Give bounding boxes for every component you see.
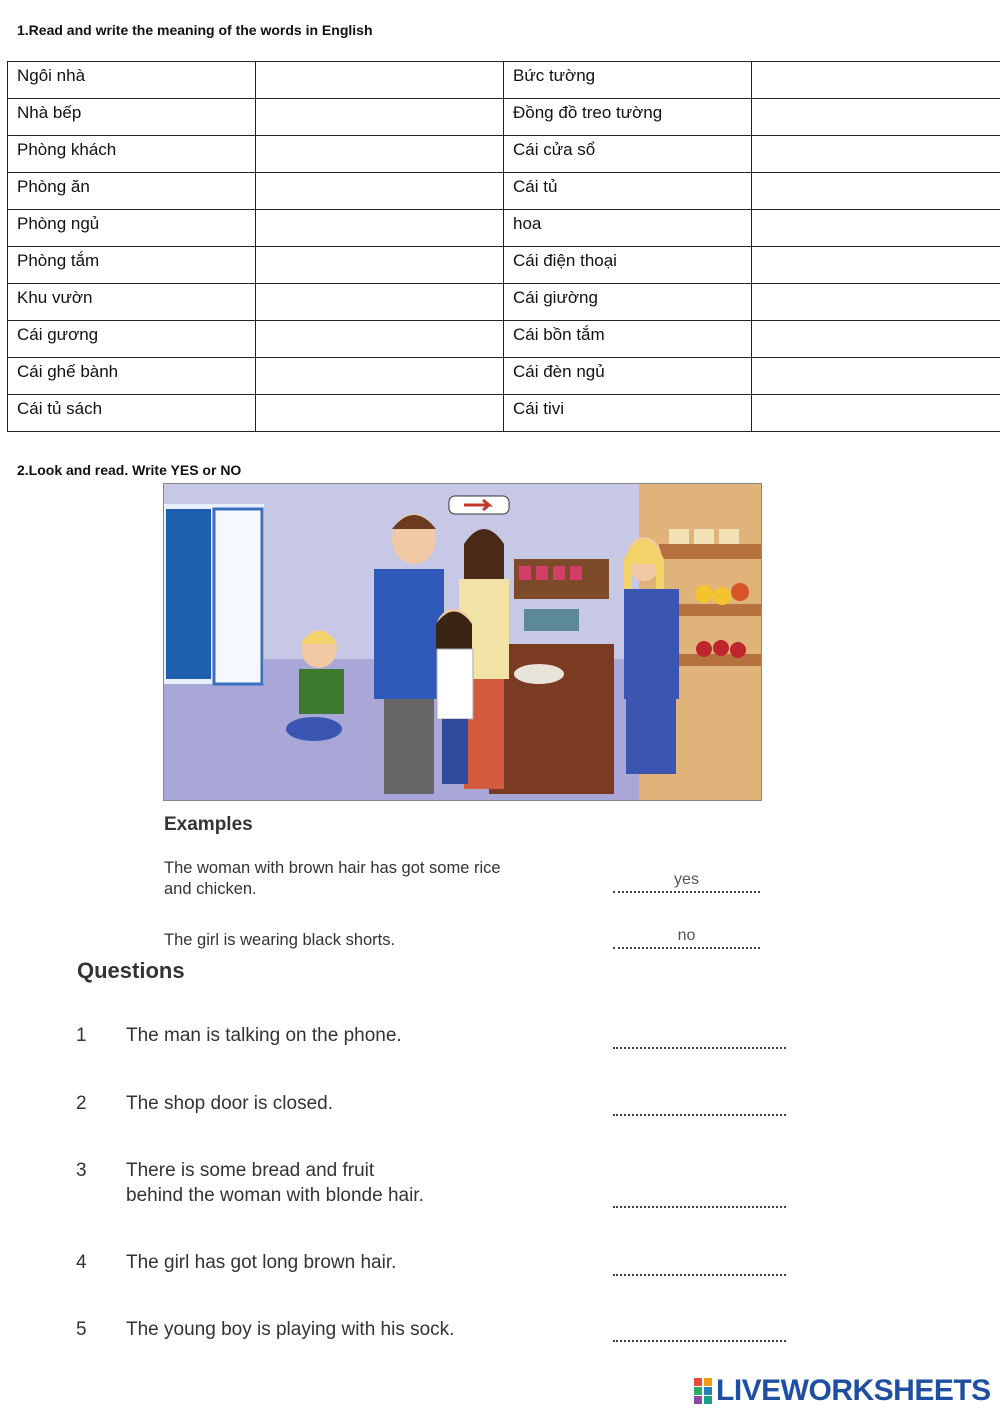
question-3-number: 3 bbox=[76, 1160, 87, 1181]
vocab-row bbox=[8, 395, 1000, 432]
vocab-word-left: Phòng tắm bbox=[8, 247, 256, 284]
vocab-answer-right[interactable] bbox=[752, 321, 1000, 358]
vocab-word-right: Đồng đồ treo tường bbox=[504, 99, 752, 136]
vocab-word-right: Cái cửa sổ bbox=[504, 136, 752, 173]
vocab-word-left: Phòng khách bbox=[8, 136, 256, 173]
vocab-answer-left[interactable] bbox=[256, 173, 504, 210]
vocab-answer-right[interactable] bbox=[752, 173, 1000, 210]
example-1-line1: The woman with brown hair has got some rice bbox=[164, 859, 501, 877]
vocab-word-right: Cái giường bbox=[504, 284, 752, 321]
question-4-text: The girl has got long brown hair. bbox=[126, 1252, 397, 1273]
vocab-row bbox=[8, 321, 1000, 358]
vocab-answer-right[interactable] bbox=[752, 99, 1000, 136]
vocab-row bbox=[8, 247, 1000, 284]
vocab-answer-left[interactable] bbox=[256, 99, 504, 136]
examples-title: Examples bbox=[164, 814, 253, 835]
vocab-answer-right[interactable] bbox=[752, 284, 1000, 321]
liveworksheets-logo-icon bbox=[694, 1378, 712, 1404]
vocab-word-right: Cái điện thoại bbox=[504, 247, 752, 284]
vocab-word-left: Phòng ngủ bbox=[8, 210, 256, 247]
section1-heading: 1.Read and write the meaning of the words in English bbox=[17, 22, 373, 38]
question-3-answer-field[interactable] bbox=[613, 1186, 786, 1208]
shop-scene-illustration bbox=[163, 483, 762, 801]
question-4-number: 4 bbox=[76, 1252, 87, 1273]
vocab-answer-left[interactable] bbox=[256, 136, 504, 173]
vocab-word-left: Ngôi nhà bbox=[8, 62, 256, 99]
vocab-word-right: Cái tủ bbox=[504, 173, 752, 210]
question-4-answer-field[interactable] bbox=[613, 1254, 786, 1276]
vocab-answer-left[interactable] bbox=[256, 358, 504, 395]
question-2-number: 2 bbox=[76, 1093, 87, 1114]
vocab-answer-left[interactable] bbox=[256, 395, 504, 432]
vocab-row bbox=[8, 358, 1000, 395]
example-1-text bbox=[164, 858, 501, 900]
question-1-answer-field[interactable] bbox=[613, 1027, 786, 1049]
question-5-number: 5 bbox=[76, 1319, 87, 1340]
vocab-answer-left[interactable] bbox=[256, 284, 504, 321]
question-3-line1: There is some bread and fruit bbox=[126, 1160, 375, 1181]
vocab-answer-right[interactable] bbox=[752, 247, 1000, 284]
vocab-word-right: hoa bbox=[504, 210, 752, 247]
example-1-answer: yes bbox=[613, 871, 760, 893]
section2-heading: 2.Look and read. Write YES or NO bbox=[17, 462, 242, 478]
example-1-line2: and chicken. bbox=[164, 880, 257, 898]
vocab-row bbox=[8, 99, 1000, 136]
vocab-word-left: Cái gương bbox=[8, 321, 256, 358]
vocab-word-left: Cái tủ sách bbox=[8, 395, 256, 432]
vocab-word-left: Cái ghế bành bbox=[8, 358, 256, 395]
vocab-answer-right[interactable] bbox=[752, 395, 1000, 432]
question-1-text: The man is talking on the phone. bbox=[126, 1025, 402, 1046]
vocab-word-right: Bức tường bbox=[504, 62, 752, 99]
vocab-row bbox=[8, 210, 1000, 247]
vocab-answer-left[interactable] bbox=[256, 210, 504, 247]
vocab-word-left: Khu vườn bbox=[8, 284, 256, 321]
vocab-row bbox=[8, 173, 1000, 210]
vocab-row bbox=[8, 284, 1000, 321]
vocab-word-right: Cái đèn ngủ bbox=[504, 358, 752, 395]
vocab-answer-right[interactable] bbox=[752, 210, 1000, 247]
vocab-row bbox=[8, 136, 1000, 173]
vocab-word-left: Phòng ăn bbox=[8, 173, 256, 210]
question-3-line2: behind the woman with blonde hair. bbox=[126, 1185, 424, 1206]
liveworksheets-logo bbox=[694, 1374, 991, 1408]
vocab-answer-left[interactable] bbox=[256, 62, 504, 99]
vocab-word-right: Cái bồn tắm bbox=[504, 321, 752, 358]
question-5-text: The young boy is playing with his sock. bbox=[126, 1319, 455, 1340]
question-3-text bbox=[126, 1158, 424, 1208]
liveworksheets-brand-text: LIVEWORKSHEETS bbox=[716, 1374, 991, 1407]
question-1-number: 1 bbox=[76, 1025, 87, 1046]
vocabulary-table bbox=[7, 61, 1000, 432]
example-2-text: The girl is wearing black shorts. bbox=[164, 931, 396, 949]
vocab-answer-left[interactable] bbox=[256, 321, 504, 358]
questions-title: Questions bbox=[77, 958, 185, 983]
vocab-word-left: Nhà bếp bbox=[8, 99, 256, 136]
example-2-answer: no bbox=[613, 927, 760, 949]
question-2-text: The shop door is closed. bbox=[126, 1093, 334, 1114]
vocab-word-right: Cái tivi bbox=[504, 395, 752, 432]
question-2-answer-field[interactable] bbox=[613, 1094, 786, 1116]
vocab-answer-left[interactable] bbox=[256, 247, 504, 284]
question-5-answer-field[interactable] bbox=[613, 1320, 786, 1342]
vocab-answer-right[interactable] bbox=[752, 358, 1000, 395]
vocab-row bbox=[8, 62, 1000, 99]
vocab-answer-right[interactable] bbox=[752, 62, 1000, 99]
vocab-answer-right[interactable] bbox=[752, 136, 1000, 173]
